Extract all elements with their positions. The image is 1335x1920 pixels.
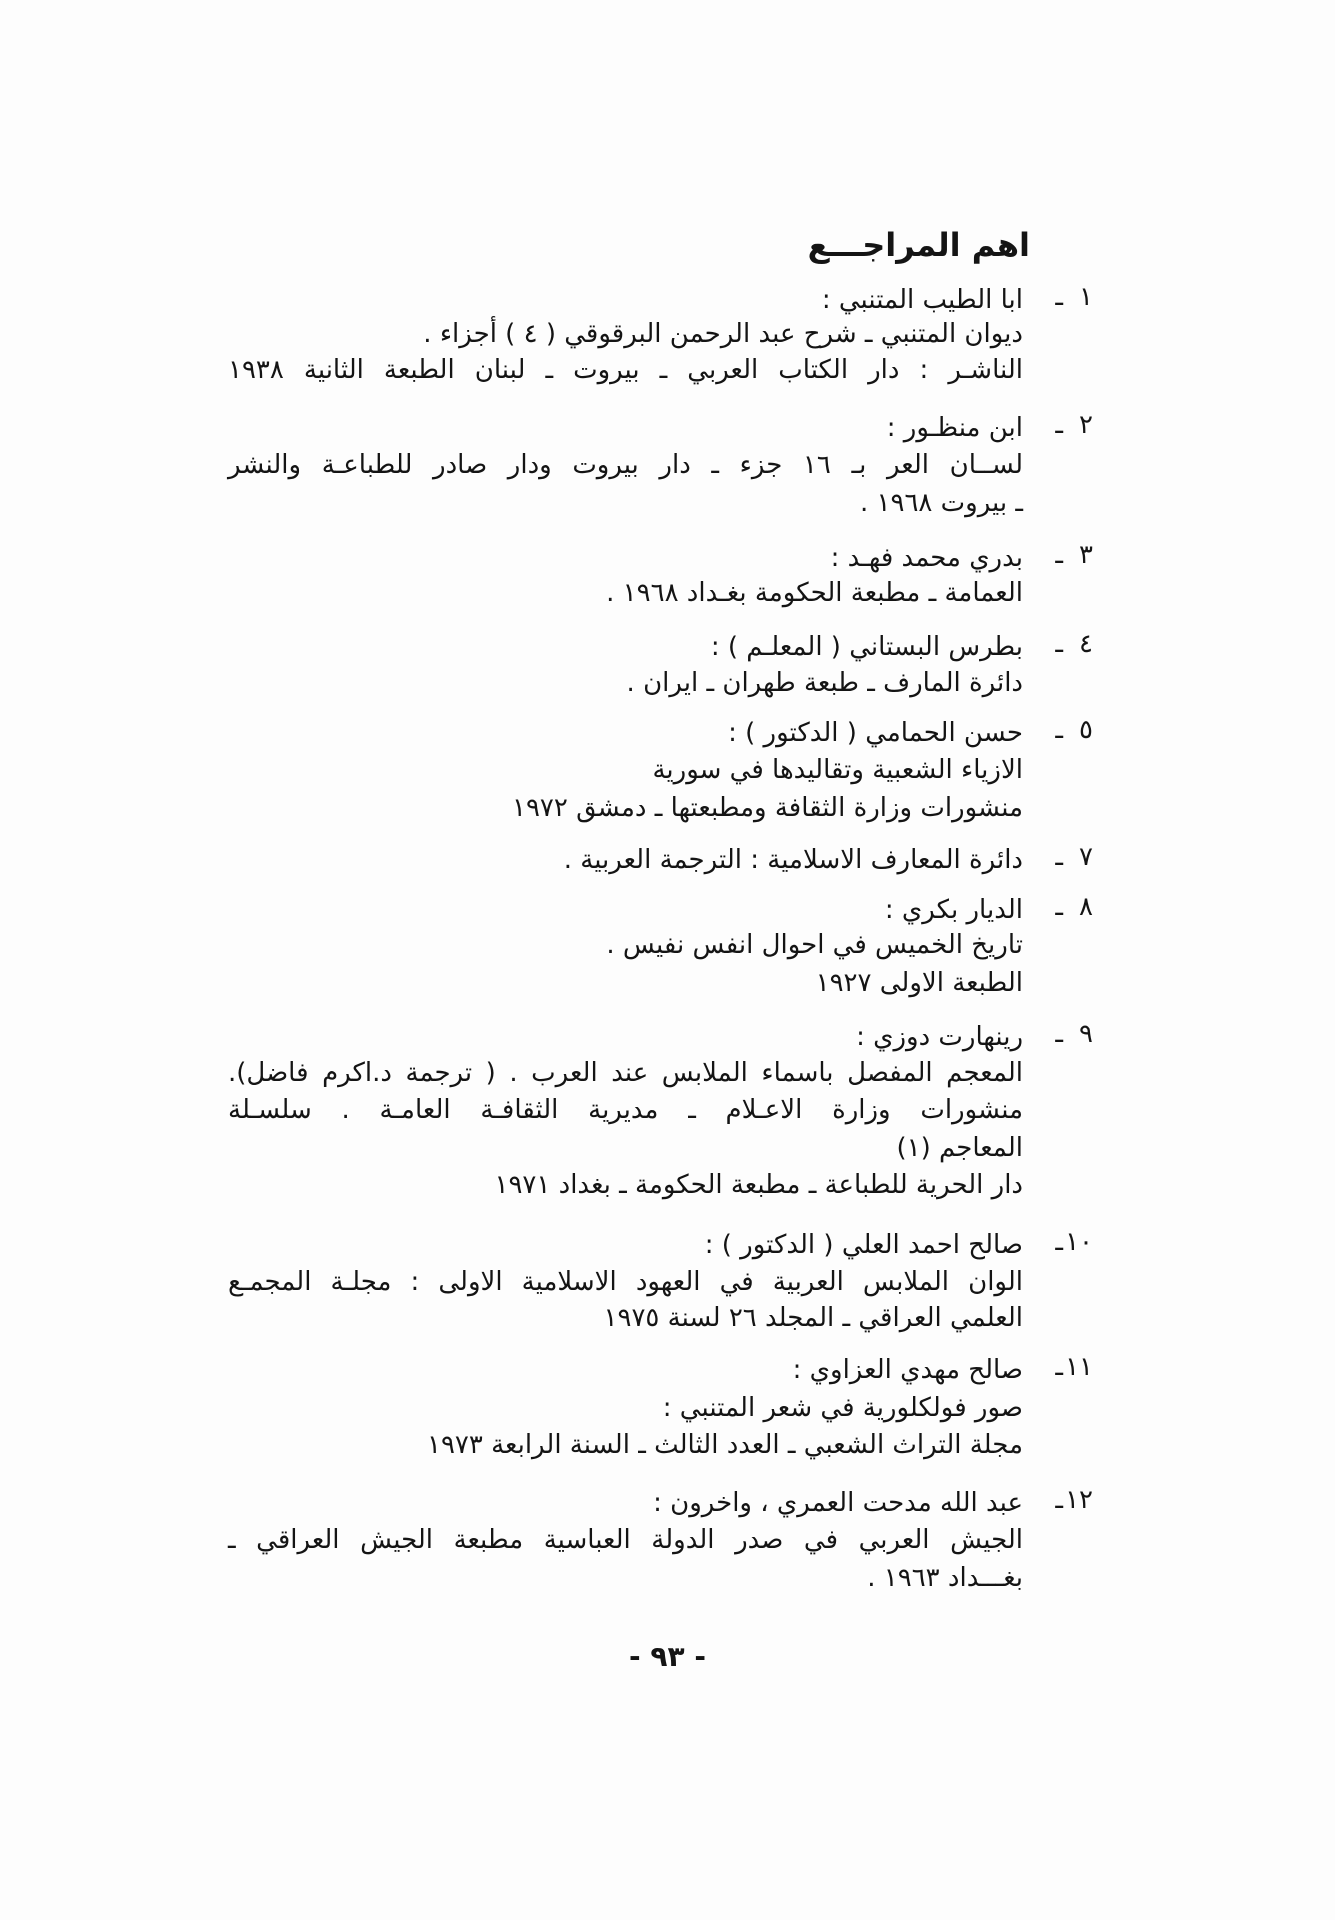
- entry-number: ١٢: [1065, 1485, 1093, 1515]
- entry-line: الطبعة الاولى ١٩٢٧: [815, 968, 1023, 998]
- entry-dash: ـ: [1055, 540, 1063, 570]
- entry-dash: ـ: [1055, 282, 1063, 312]
- entry-author: ابا الطيب المتنبي :: [821, 285, 1023, 315]
- entry-line: الجيش العربي في صدر الدولة العباسية مطبعة الجيش العراقي ـ: [228, 1525, 1023, 1555]
- page-number: - ٩٣ -: [629, 1640, 706, 1673]
- entry-line: الازياء الشعبية وتقاليدها في سورية: [652, 755, 1023, 785]
- page-heading: اهم المراجـــع: [807, 226, 1030, 264]
- entry-dash: ـ: [1055, 1019, 1063, 1049]
- entry-line: الناشـر : دار الكتاب العربي ـ بيروت ـ لبنان الطبعة الثانية ١٩٣٨: [228, 355, 1023, 385]
- entry-line: العمامة ـ مطبعة الحكومة بغـداد ١٩٦٨ .: [606, 578, 1023, 608]
- entry-author: بطرس البستاني ( المعلـم ) :: [710, 632, 1023, 662]
- entry-author: رينهارت دوزي :: [856, 1022, 1023, 1052]
- entry-dash: ـ: [1055, 892, 1063, 922]
- entry-author: ابن منظـور :: [886, 413, 1023, 443]
- entry-number: ١٠: [1065, 1227, 1093, 1257]
- entry-number: ٤: [1079, 629, 1093, 659]
- entry-number: ٣: [1079, 540, 1093, 570]
- entry-dash: ـ: [1055, 1227, 1063, 1257]
- entry-line: المعاجم (١): [896, 1133, 1023, 1163]
- entry-author: صالح مهدي العزاوي :: [792, 1355, 1023, 1385]
- entry-dash: ـ: [1055, 410, 1063, 440]
- entry-number: ٧: [1079, 842, 1093, 872]
- entry-number: ٩: [1079, 1019, 1093, 1049]
- entry-line: منشورات وزارة الاعـلام ـ مديرية الثقافـة العامـة . سلسـلة: [228, 1095, 1023, 1125]
- entry-line: مجلة التراث الشعبي ـ العدد الثالث ـ السنة الرابعة ١٩٧٣: [426, 1430, 1023, 1460]
- entry-line: ديوان المتنبي ـ شرح عبد الرحمن البرقوقي ( ٤ ) أجزاء .: [423, 319, 1023, 349]
- entry-number: ٥: [1079, 715, 1093, 745]
- entry-number: ١: [1079, 282, 1093, 312]
- entry-author: صالح احمد العلي ( الدكتور ) :: [704, 1230, 1023, 1260]
- entry-author: دائرة المعارف الاسلامية : الترجمة العربية .: [563, 845, 1023, 875]
- entry-author: عبد الله مدحت العمري ، واخرون :: [653, 1488, 1023, 1518]
- entry-line: الوان الملابس العربية في العهود الاسلامية الاولى : مجلـة المجمـع: [228, 1267, 1023, 1297]
- entry-line: المعجم المفصل باسماء الملابس عند العرب . ( ترجمة د.اكرم فاضل).: [228, 1058, 1023, 1088]
- entry-line: بغـــداد ١٩٦٣ .: [867, 1563, 1023, 1593]
- entry-line: لســان العر بـ ١٦ جزء ـ دار بيروت ودار صادر للطباعـة والنشر: [228, 450, 1023, 480]
- entry-dash: ـ: [1055, 715, 1063, 745]
- entry-line: ـ بيروت ١٩٦٨ .: [860, 488, 1023, 518]
- entry-author: الديار بكري :: [884, 895, 1023, 925]
- entry-author: بدري محمد فهـد :: [830, 543, 1023, 573]
- entry-line: دائرة المارف ـ طبعة طهران ـ ايران .: [626, 668, 1023, 698]
- entry-number: ١١: [1065, 1352, 1093, 1382]
- entry-dash: ـ: [1055, 1352, 1063, 1382]
- entry-line: تاريخ الخميس في احوال انفس نفيس .: [606, 930, 1023, 960]
- entry-number: ٨: [1079, 892, 1093, 922]
- entry-line: صور فولكلورية في شعر المتنبي :: [662, 1393, 1023, 1423]
- entry-dash: ـ: [1055, 1485, 1063, 1515]
- entry-author: حسن الحمامي ( الدكتور ) :: [728, 718, 1023, 748]
- entry-dash: ـ: [1055, 842, 1063, 872]
- entry-line: دار الحرية للطباعة ـ مطبعة الحكومة ـ بغداد ١٩٧١: [494, 1170, 1023, 1200]
- entry-dash: ـ: [1055, 629, 1063, 659]
- entry-line: منشورات وزارة الثقافة ومطبعتها ـ دمشق ١٩٧٢: [512, 793, 1023, 823]
- entry-line: العلمي العراقي ـ المجلد ٢٦ لسنة ١٩٧٥: [603, 1303, 1023, 1333]
- entry-number: ٢: [1079, 410, 1093, 440]
